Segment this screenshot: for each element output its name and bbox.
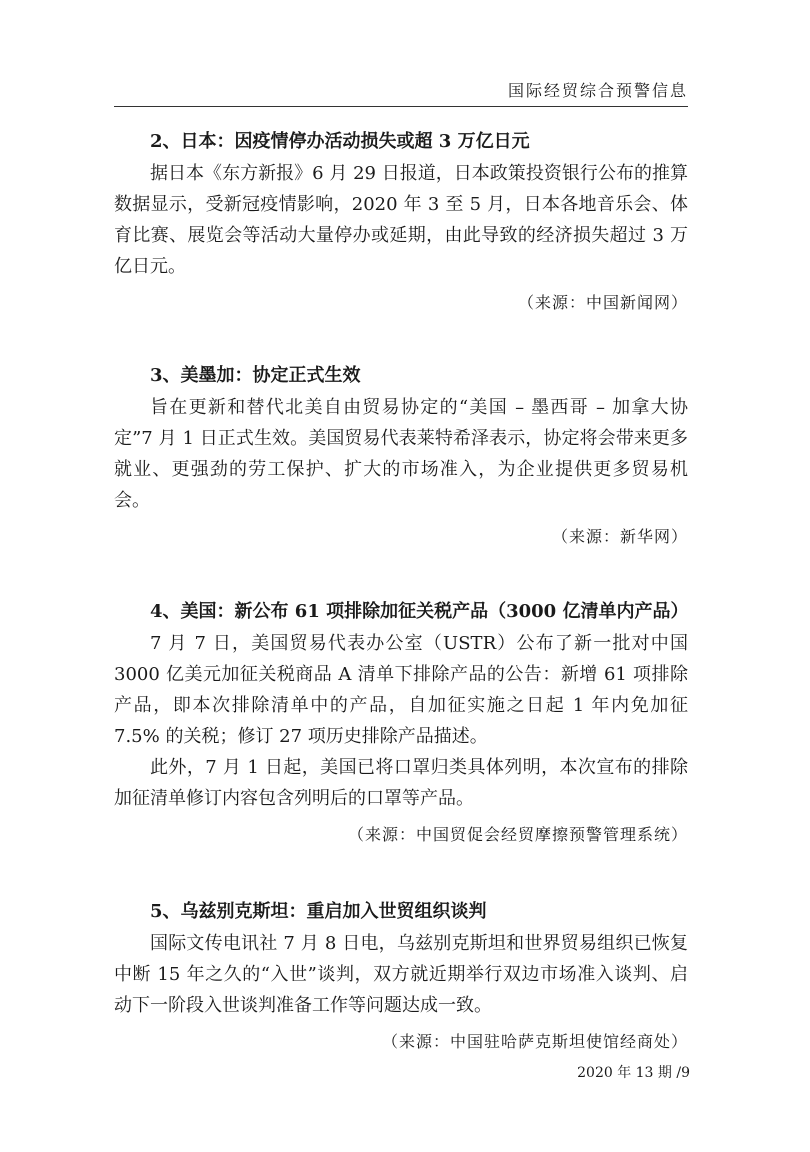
section-paragraph: 据日本《东方新报》6 月 29 日报道，日本政策投资银行公布的推算数据显示，受新冠疫情影响，2020 年 3 至 5 月，日本各地音乐会、体育比赛、展览会等活动大量停办或延期，由此导致的经济损失超过 3 万亿日元。 — [114, 163, 688, 277]
section-title: 3、美墨加：协定正式生效 — [150, 365, 361, 386]
section-paragraph: 7 月 7 日，美国贸易代表办公室（USTR）公布了新一批对中国 3000 亿美元加征关税商品 A 清单下排除产品的公告：新增 61 项排除产品，即本次排除清单中的产品，自加征实施之日起 1 年内免加征 7.5% 的关税；修订 27 项历史排除产品描述。 — [114, 633, 688, 747]
section-paragraph: 旨在更新和替代北美自由贸易协定的“美国 – 墨西哥 – 加拿大协定”7 月 1 日正式生效。美国贸易代表莱特希泽表示，协定将会带来更多就业、更强劲的劳工保护、扩大的市场准入，为企业提供更多贸易机会。 — [114, 397, 688, 511]
section-source: （来源：中国新闻网） — [517, 293, 688, 312]
news-section-japan — [114, 128, 688, 318]
news-section-uzbekistan — [114, 898, 688, 1057]
section-source: （来源：新华网） — [551, 527, 688, 546]
section-source: （来源：中国驻哈萨克斯坦使馆经商处） — [381, 1032, 688, 1051]
section-source: （来源：中国贸促会经贸摩擦预警管理系统） — [347, 825, 688, 844]
page-footer-issue: 2020 年 13 期 /9 — [577, 1065, 690, 1081]
news-section-usmca — [114, 362, 688, 552]
section-title: 2、日本：因疫情停办活动损失或超 3 万亿日元 — [150, 131, 530, 152]
section-title: 4、美国：新公布 61 项排除加征关税产品（3000 亿清单内产品） — [150, 601, 689, 622]
section-paragraph: 国际文传电讯社 7 月 8 日电，乌兹别克斯坦和世界贸易组织已恢复中断 15 年之久的“入世”谈判，双方就近期举行双边市场准入谈判、启动下一阶段入世谈判准备工作等问题达成一致。 — [114, 933, 688, 1016]
news-section-usa — [114, 598, 688, 850]
section-title: 5、乌兹别克斯坦：重启加入世贸组织谈判 — [150, 901, 487, 922]
header-divider — [114, 106, 688, 107]
section-paragraph: 此外，7 月 1 日起，美国已将口罩归类具体列明，本次宣布的排除加征清单修订内容包含列明后的口罩等产品。 — [114, 757, 688, 809]
page-header-title: 国际经贸综合预警信息 — [507, 81, 688, 100]
article-body — [114, 128, 688, 1057]
